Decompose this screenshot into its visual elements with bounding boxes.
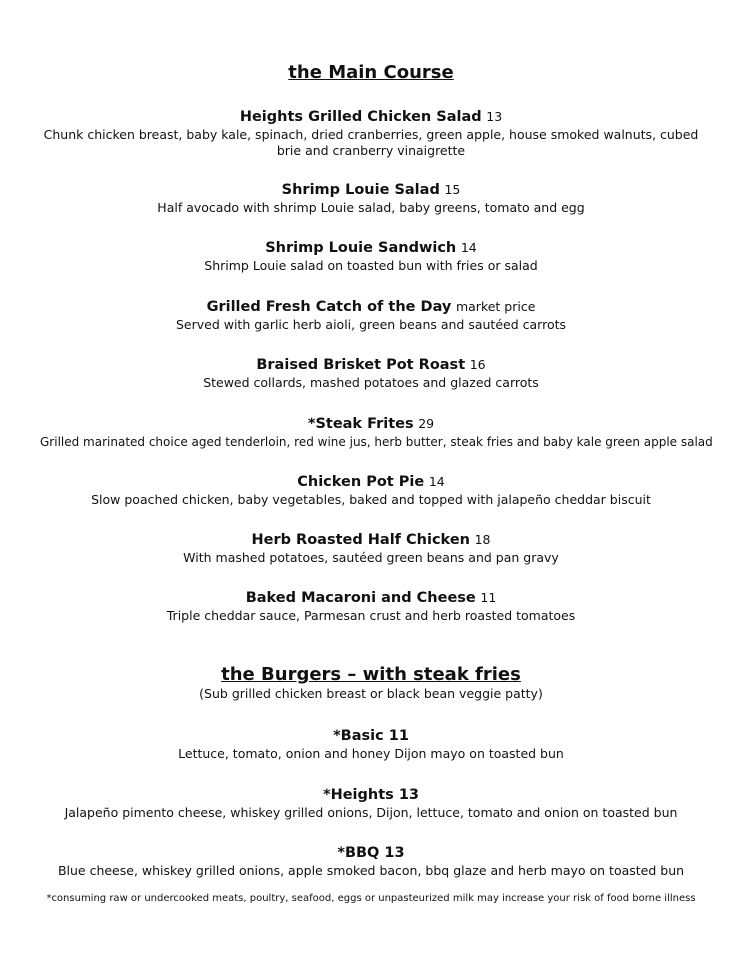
item-description: Chunk chicken breast, baby kale, spinach, dried cranberries, green apple, house smoked walnuts, cubed brie and cranberry vinaigrette — [43, 127, 699, 158]
item-name: Chicken Pot Pie — [297, 474, 425, 490]
item-name: Herb Roasted Half Chicken — [251, 532, 470, 548]
item-name: Shrimp Louie Sandwich — [265, 240, 457, 256]
item-description: Half avocado with shrimp Louie salad, baby greens, tomato and egg — [157, 200, 585, 215]
burger-name: *BBQ 13 — [337, 845, 405, 861]
item-description: Served with garlic herb aioli, green beans and sautéed carrots — [175, 317, 567, 332]
item-price: 13 — [486, 109, 503, 124]
menu-item — [40, 108, 702, 159]
item-price: 29 — [418, 416, 435, 431]
burger-description: Lettuce, tomato, onion and honey Dijon mayo on toasted bun — [178, 746, 564, 761]
menu-item — [40, 298, 702, 333]
burgers-title: the Burgers – with steak fries — [221, 664, 521, 685]
item-price: 16 — [469, 357, 486, 372]
item-price: 11 — [480, 590, 497, 605]
item-price: 14 — [460, 240, 477, 255]
item-description: Stewed collards, mashed potatoes and glazed carrots — [203, 375, 539, 390]
item-name: Baked Macaroni and Cheese — [245, 590, 476, 606]
burgers-substitution-note: (Sub grilled chicken breast or black bean veggie patty) — [199, 686, 543, 701]
food-safety-footnote: *consuming raw or undercooked meats, poultry, seafood, eggs or unpasteurized milk may increase your risk of food borne illness — [46, 893, 696, 904]
menu-item — [40, 589, 702, 624]
burger-name: *Basic 11 — [333, 728, 409, 744]
menu-item — [40, 531, 702, 566]
burger-description: Blue cheese, whiskey grilled onions, apple smoked bacon, bbq glaze and herb mayo on toasted bun — [57, 863, 685, 878]
burger-item — [40, 786, 702, 821]
item-name: *Steak Frites — [307, 416, 414, 432]
item-description: Slow poached chicken, baby vegetables, baked and topped with jalapeño cheddar biscuit — [91, 492, 651, 507]
menu-item — [40, 181, 702, 216]
menu-item — [40, 356, 702, 391]
item-description: Triple cheddar sauce, Parmesan crust and herb roasted tomatoes — [166, 608, 576, 623]
item-price: market price — [455, 299, 536, 314]
item-price: 15 — [444, 182, 461, 197]
burger-item — [40, 727, 702, 762]
burger-name: *Heights 13 — [322, 787, 419, 803]
menu-item — [40, 415, 713, 450]
item-name: Shrimp Louie Salad — [281, 182, 440, 198]
burger-description: Jalapeño pimento cheese, whiskey grilled onions, Dijon, lettuce, tomato and onion on toasted bun — [64, 805, 678, 820]
item-name: Grilled Fresh Catch of the Day — [206, 299, 452, 315]
item-description: With mashed potatoes, sautéed green beans and pan gravy — [183, 550, 559, 565]
main-course-title: the Main Course — [288, 62, 454, 83]
menu-item — [40, 239, 702, 274]
item-name: Heights Grilled Chicken Salad — [239, 109, 482, 125]
item-description: Grilled marinated choice aged tenderloin, red wine jus, herb butter, steak fries and baby kale green apple salad — [40, 435, 713, 449]
item-price: 18 — [474, 532, 491, 547]
item-description: Shrimp Louie salad on toasted bun with fries or salad — [204, 258, 538, 273]
item-price: 14 — [428, 474, 445, 489]
menu-item — [40, 473, 702, 508]
burger-item — [40, 844, 702, 879]
item-name: Braised Brisket Pot Roast — [256, 357, 466, 373]
